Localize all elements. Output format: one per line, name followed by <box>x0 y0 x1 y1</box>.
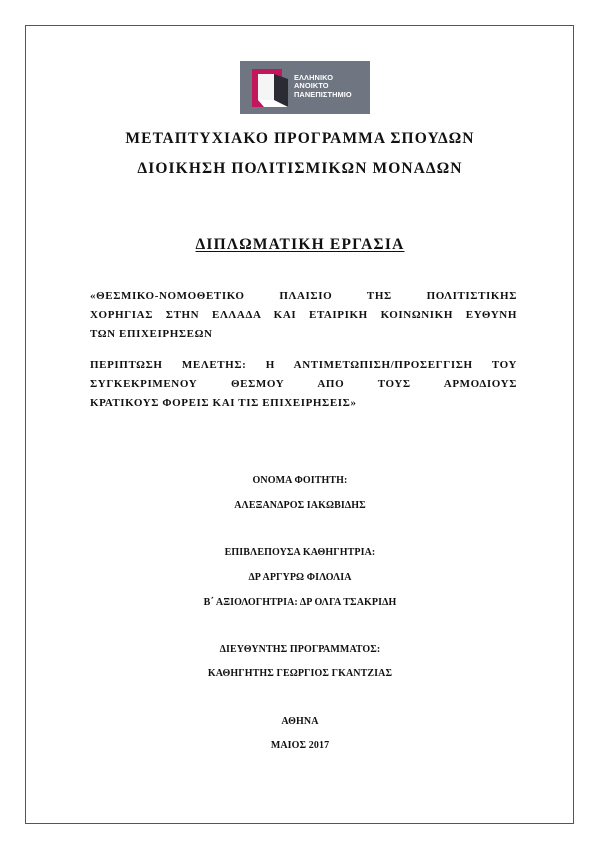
thesis-title-line: ΣΥΓΚΕΚΡΙΜΕΝΟΥ ΘΕΣΜΟΥ ΑΠΟ ΤΟΥΣ ΑΡΜΟΔΙΟΥΣ <box>90 378 517 390</box>
university-logo <box>240 61 370 114</box>
logo-line: ΑΝΟΙΚΤΟ <box>294 81 329 91</box>
thesis-title-line: ΚΡΑΤΙΚΟΥΣ ΦΟΡΕΙΣ ΚΑΙ ΤΙΣ ΕΠΙΧΕΙΡΗΣΕΙΣ» <box>90 397 357 409</box>
thesis-heading <box>0 236 600 254</box>
thesis-title-line: ΧΟΡΗΓΙΑΣ ΣΤΗΝ ΕΛΛΑΔΑ ΚΑΙ ΕΤΑΙΡΙΚΗ ΚΟΙΝΩΝΙΚΗ ΕΥΘΥΝΗ <box>90 309 517 321</box>
thesis-title-line: «ΘΕΣΜΙΚΟ-ΝΟΜΟΘΕΤΙΚΟ ΠΛΑΙΣΙΟ ΤΗΣ ΠΟΛΙΤΙΣΤΙΚΗΣ <box>90 290 517 302</box>
thesis-title-line: ΠΕΡΙΠΤΩΣΗ ΜΕΛΕΤΗΣ: Η ΑΝΤΙΜΕΤΩΠΙΣΗ/ΠΡΟΣΕΓΓΙΣΗ ΤΟΥ <box>90 359 517 371</box>
second-examiner: Β΄ ΑΞΙΟΛΟΓΗΤΡΙΑ: ΔΡ ΟΛΓΑ ΤΣΑΚΡΙΔΗ <box>203 597 397 608</box>
student-label: ΟΝΟΜΑ ΦΟΙΤΗΤΗ: <box>252 475 348 486</box>
supervisor-name: ΔΡ ΑΡΓΥΡΩ ΦΙΛΟΛΙΑ <box>248 572 352 583</box>
thesis-heading-text: ΔΙΠΛΩΜΑΤΙΚΗ ΕΡΓΑΣΙΑ <box>195 236 405 253</box>
logo-text <box>294 74 352 99</box>
director-name: ΚΑΘΗΓΗΤΗΣ ΓΕΩΡΓΙΟΣ ΓΚΑΝΤΖΙΑΣ <box>207 668 393 679</box>
date: ΜΑΙΟΣ 2017 <box>270 740 330 751</box>
logo-line: ΠΑΝΕΠΙΣΤΗΜΙΟ <box>294 89 352 99</box>
logo-line: ΕΛΛΗΝΙΚΟ <box>294 73 334 82</box>
student-name: ΑΛΕΞΑΝΔΡΟΣ ΙΑΚΩΒΙΔΗΣ <box>234 500 366 511</box>
book-icon <box>250 67 292 109</box>
place: ΑΘΗΝΑ <box>281 716 319 727</box>
director-label: ΔΙΕΥΘΥΝΤΗΣ ΠΡΟΓΡΑΜΜΑΤΟΣ: <box>219 644 381 655</box>
supervisor-label: ΕΠΙΒΛΕΠΟΥΣΑ ΚΑΘΗΓΗΤΡΙΑ: <box>224 547 376 558</box>
thesis-title-line: ΤΩΝ ΕΠΙΧΕΙΡΗΣΕΩΝ <box>90 328 213 340</box>
program-title-line-1: ΜΕΤΑΠΤΥΧΙΑΚΟ ΠΡΟΓΡΑΜΜΑ ΣΠΟΥΔΩΝ <box>125 130 475 147</box>
program-title-line-2: ΔΙΟΙΚΗΣΗ ΠΟΛΙΤΙΣΜΙΚΩΝ ΜΟΝΑΔΩΝ <box>137 160 463 177</box>
